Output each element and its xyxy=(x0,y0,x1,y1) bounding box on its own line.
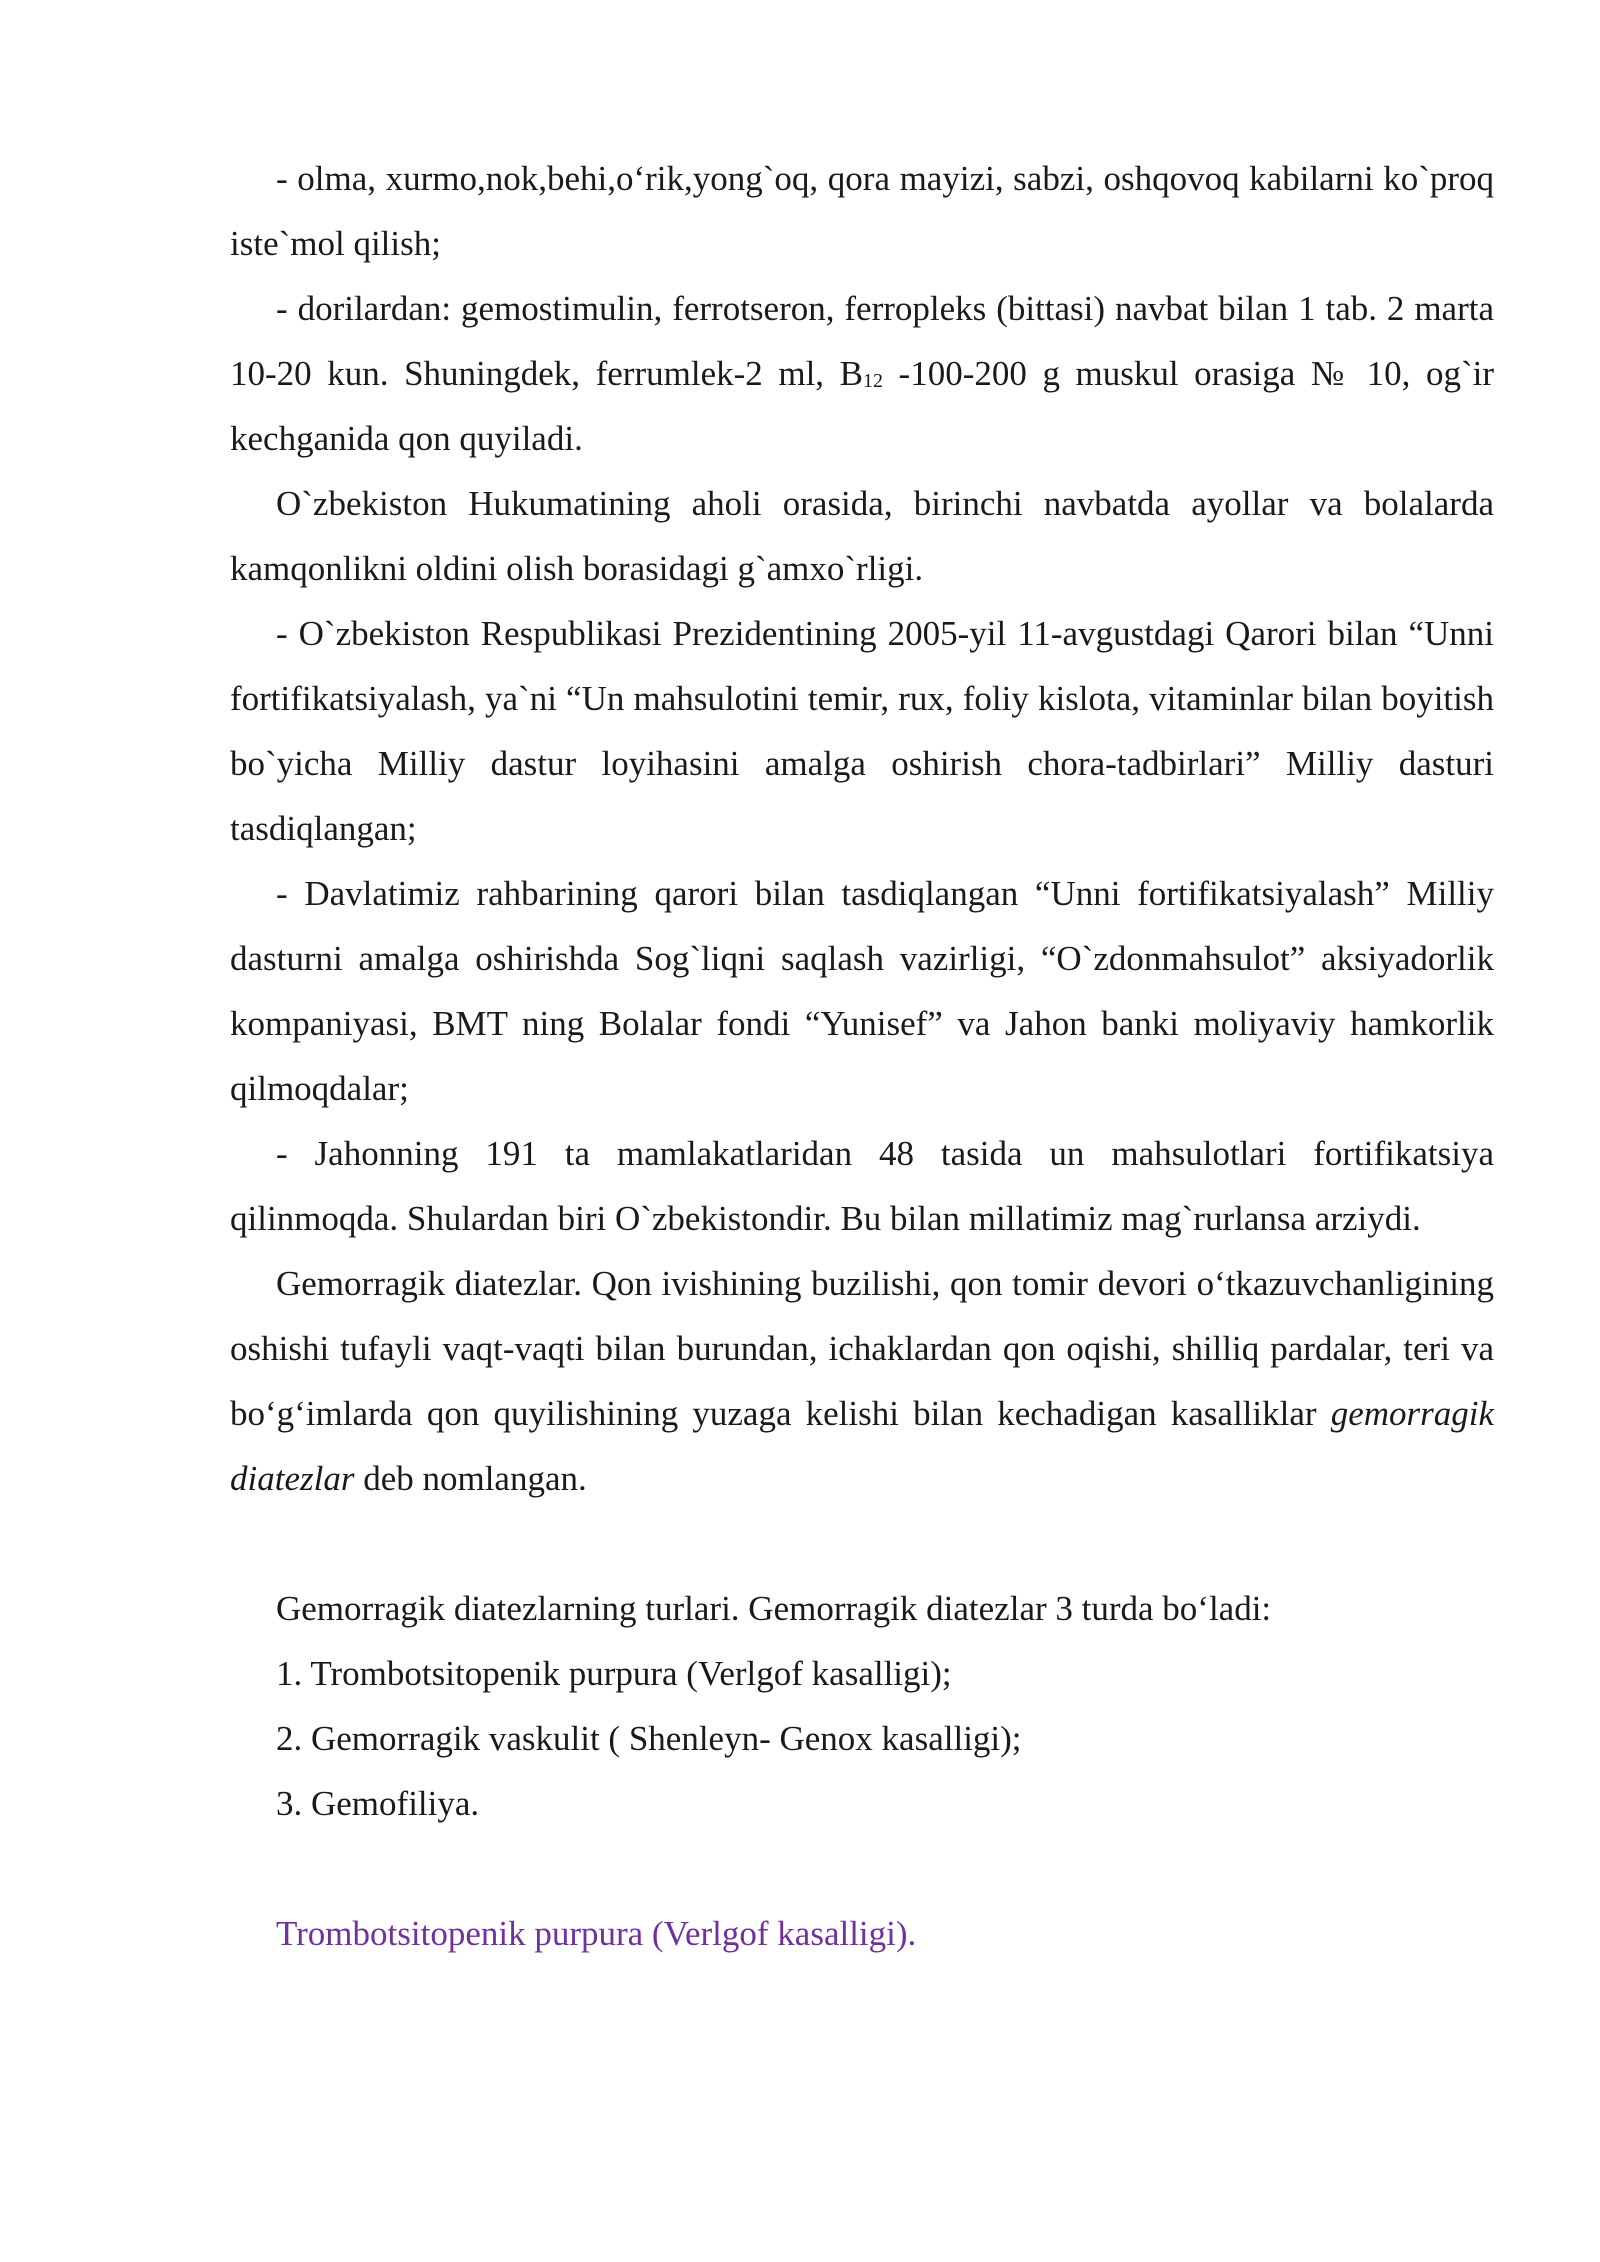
list-item: 3. Gemofiliya. xyxy=(276,1784,480,1823)
paragraph-government-care: O`zbekiston Hukumatining aholi orasida, birinchi navbatda ayollar va bolalarda kamqonlikni oldini olish borasidagi g`amxo`rligi. xyxy=(230,484,1494,588)
section-heading: Trombotsitopenik purpura (Verlgof kasalligi). xyxy=(276,1914,917,1953)
paragraph-medications xyxy=(230,276,1494,471)
diathesis-text-part2: deb nomlangan. xyxy=(354,1459,587,1498)
list-item: 1. Trombotsitopenik purpura (Verlgof kasalligi); xyxy=(276,1654,952,1693)
diathesis-term: gemorragik diatezlar xyxy=(230,1394,1494,1498)
paragraph-hemorrhagic-diathesis xyxy=(230,1251,1494,1511)
document-page xyxy=(230,146,1494,1966)
medications-text-part1: - dorilardan: gemostimulin, ferrotseron, ferropleks (bittasi) navbat bilan 1 tab. 2 marta 10-20 kun. Shuningdek, ferrumlek-2 ml, B xyxy=(230,289,1494,393)
paragraph-national-program: - Davlatimiz rahbarining qarori bilan tasdiqlangan “Unni fortifikatsiyalash” Milliy dasturni amalga oshirishda Sog`liqni saqlash vazirligi, “O`zdonmahsulot” aksiyadorlik kompaniyasi, BMT ning Bolalar fondi “Yunisef” va Jahon banki moliyaviy hamkorlik qilmoqdalar; xyxy=(230,874,1494,1108)
paragraph-presidential-decree: - O`zbekiston Respublikasi Prezidentining 2005-yil 11-avgustdagi Qarori bilan “Unni fortifikatsiyalash, ya`ni “Un mahsulotini temir, rux, foliy kislota, vitaminlar bilan boyitish bo`yicha Milliy dastur loyihasini amalga oshirish chora-tadbirlari” Milliy dasturi tasdiqlangan; xyxy=(230,614,1494,848)
paragraph-fruit-consumption: - olma, xurmo,nok,behi,o‘rik,yong`oq, qora mayizi, sabzi, oshqovoq kabilarni ko`proq iste`mol qilish; xyxy=(230,159,1494,263)
paragraph-world-fortification: - Jahonning 191 ta mamlakatlaridan 48 tasida un mahsulotlari fortifikatsiya qilinmoqda. Shulardan biri O`zbekistondir. Bu bilan millatimiz mag`rurlansa arziydi. xyxy=(230,1134,1494,1238)
spacer xyxy=(230,1836,1494,1901)
vitamin-subscript: 12 xyxy=(862,370,883,392)
medications-text-part2: -100-200 g muskul orasiga № 10, og`ir kechganida qon quyiladi. xyxy=(230,354,1494,458)
list-item: 2. Gemorragik vaskulit ( Shenleyn- Genox kasalligi); xyxy=(276,1719,1022,1758)
spacer xyxy=(230,1511,1494,1576)
diathesis-text-part1: Gemorragik diatezlar. Qon ivishining buzilishi, qon tomir devori o‘tkazuvchanligining oshishi tufayli vaqt-vaqti bilan burundan, ichaklardan qon oqishi, shilliq pardalar, teri va bo‘g‘imlarda qon quyilishining yuzaga kelishi bilan kechadigan kasalliklar xyxy=(230,1264,1494,1433)
types-intro: Gemorragik diatezlarning turlari. Gemorragik diatezlar 3 turda bo‘ladi: xyxy=(276,1589,1272,1628)
